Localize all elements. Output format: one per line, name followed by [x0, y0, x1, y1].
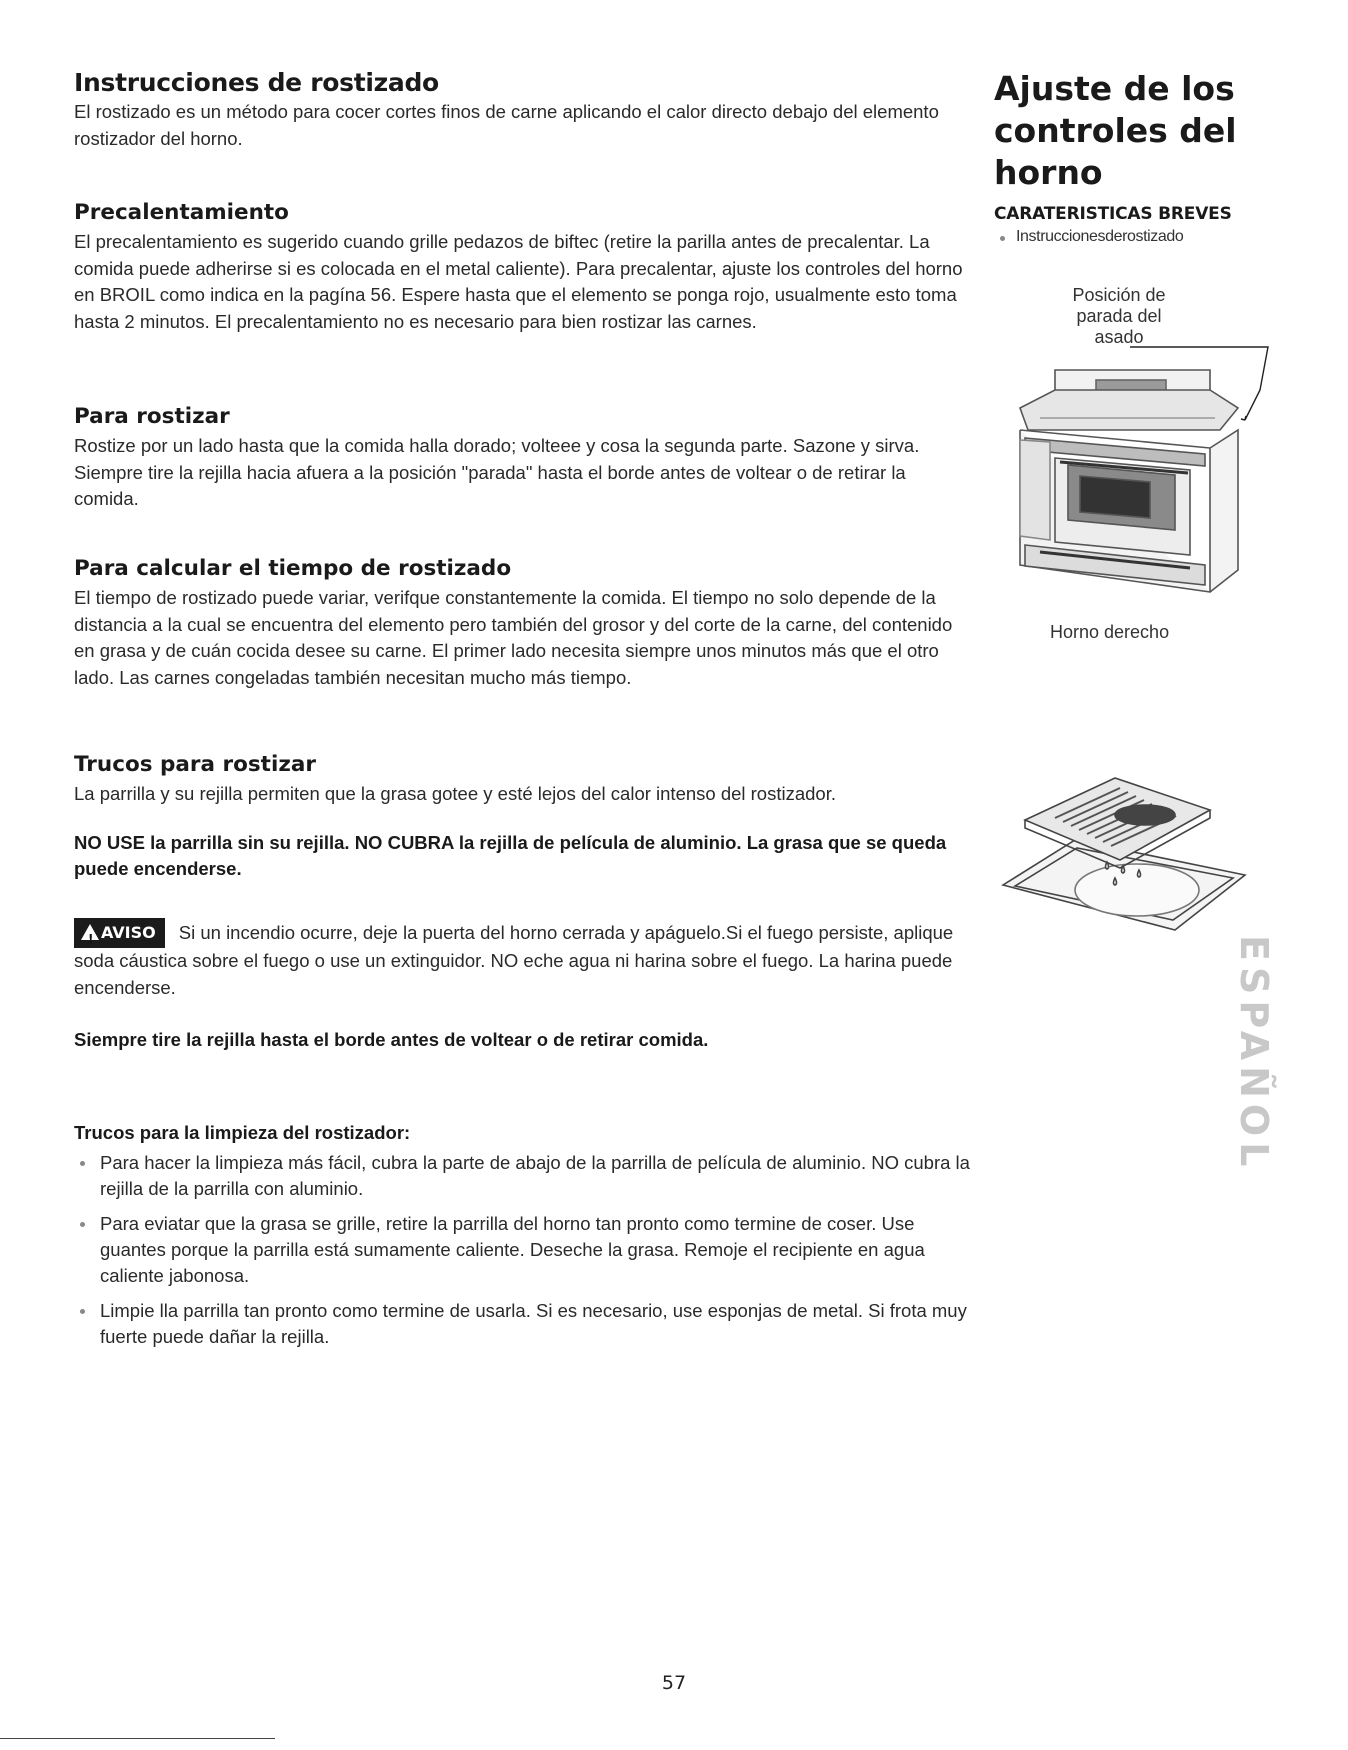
- broil-section: [74, 404, 974, 513]
- preheat-section: [74, 200, 974, 335]
- page-number: 57: [661, 1672, 687, 1694]
- stop-position-callout: Posición de parada del asado: [1072, 285, 1166, 347]
- intro-text: El rostizado es un método para cocer cortes finos de carne aplicando el calor directo debajo del elemento rostizador del horno.: [74, 101, 939, 149]
- timing-section: [74, 556, 974, 691]
- list-item: Limpie lla parrilla tan pronto como termine de usarla. Si es necesario, use esponjas de metal. Si frota muy fuerte puede dañar la rejilla.: [74, 1298, 974, 1350]
- list-item: Para hacer la limpieza más fácil, cubra la parte de abajo de la parrilla de película de aluminio. NO cubra la rejilla de la parrilla con aluminio.: [74, 1150, 974, 1202]
- oven-caption: Horno derecho: [1050, 622, 1170, 642]
- tricks-text: La parrilla y su rejilla permiten que la grasa gotee y esté lejos del calor intenso del rostizador.: [74, 783, 836, 804]
- cleaning-heading: Trucos para la limpieza del rostizador:: [74, 1122, 411, 1143]
- aviso-paragraph: [74, 918, 974, 1002]
- timing-text: El tiempo de rostizado puede variar, verifque constantemente la comida. El tiempo no solo depende de la distancia a la cual se encuentra del elemento pero también del grosor y del corte de la carne, del contenido en grasa y de cuán cocida desee su carne. El primer lado necesita siempre unos minutos más que el otro lado. Las carnes congeladas también necesitan mucho más tiempo.: [74, 587, 953, 688]
- features-heading: CARATERISTICAS BREVES: [994, 204, 1232, 224]
- cleaning-section: [74, 1120, 974, 1359]
- no-use-warning: NO USE la parrilla sin su rejilla. NO CUBRA la rejilla de película de aluminio. La grasa que se queda puede encenderse.: [74, 831, 947, 879]
- broil-heading: Para rostizar: [74, 404, 230, 429]
- warning-triangle-icon: !: [81, 924, 99, 940]
- always-pull-warning: Siempre tire la rejilla hasta el borde antes de voltear o de retirar comida.: [74, 1029, 709, 1050]
- language-tab-label: ESPAÑOL: [1232, 935, 1276, 1173]
- tricks-section: [74, 752, 974, 1053]
- cleaning-list: [74, 1150, 974, 1350]
- list-item: Para eviatar que la grasa se grille, retire la parrilla del horno tan pronto como termine de coser. Use guantes porque la parrilla está sumamente caliente. Deseche la grasa. Remoje el recipiente en agua caliente jabonosa.: [74, 1211, 974, 1289]
- broil-text: Rostize por un lado hasta que la comida halla dorado; volteee y cosa la segunda parte. Sazone y sirva. Siempre tire la rejilla hacia afuera a la posición "parada" hasta el borde antes de voltear o de retirar la comida.: [74, 435, 920, 509]
- page-title: Instrucciones de rostizado: [74, 68, 439, 97]
- aviso-label: AVISO: [101, 922, 156, 942]
- preheat-text: El precalentamiento es sugerido cuando grille pedazos de biftec (retire la parilla antes de precalentar. La comida puede adherirse si es colocada en el metal caliente). Para precalentar, ajuste los controles del horno en BROIL como indica en la pagína 56. Espere hasta que el elemento se ponga rojo, usualmente esto toma hasta 2 minutos. El precalentamiento no es necesario para bien rostizar las carnes.: [74, 231, 963, 332]
- timing-heading: Para calcular el tiempo de rostizado: [74, 556, 512, 581]
- aviso-badge: [74, 918, 165, 949]
- feature-item: Instruccionesderostizado: [994, 228, 1254, 246]
- tricks-heading: Trucos para rostizar: [74, 752, 316, 777]
- intro-section: [74, 68, 974, 152]
- aviso-text: Si un incendio ocurre, deje la puerta del horno cerrada y apáguelo.Si el fuego persiste, aplique soda cáustica sobre el fuego o use un extinguidor. NO eche agua ni harina sobre el fuego. La harina puede encenderse.: [74, 921, 954, 998]
- broiler-pan-illustration: [995, 770, 1265, 980]
- sidebar: [994, 68, 1254, 246]
- sidebar-title: Ajuste de los controles del horno: [994, 69, 1237, 192]
- footer-rule: [0, 1738, 275, 1739]
- oven-illustration: [1010, 330, 1270, 620]
- preheat-heading: Precalentamiento: [74, 200, 289, 225]
